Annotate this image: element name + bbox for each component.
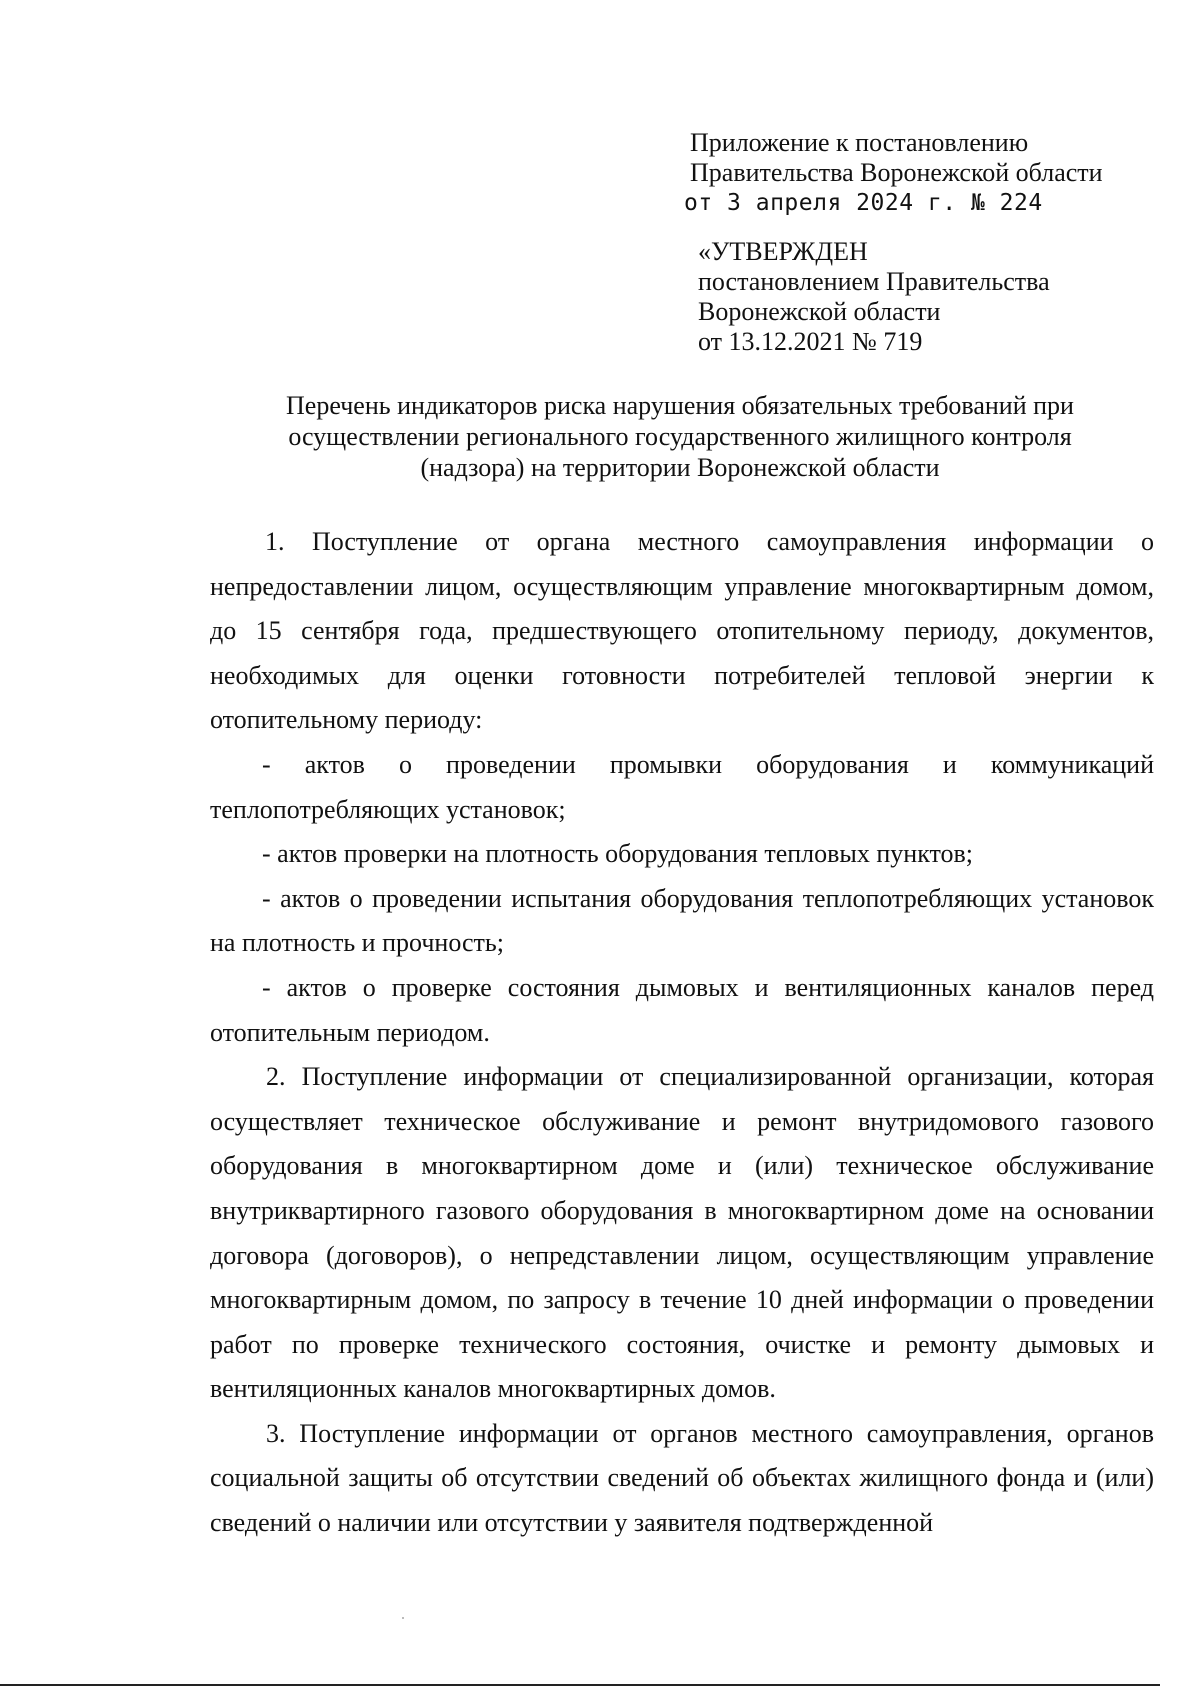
appendix-line-1: Приложение к постановлению: [690, 128, 1029, 157]
paragraph-subitem-2: - актов проверки на плотность оборудования тепловых пунктов;: [262, 839, 974, 869]
title-line-2: осуществлении регионального государственного жилищного контроля: [288, 422, 1072, 451]
approved-line-2: постановлением Правительства: [698, 267, 1050, 296]
page-bottom-rule: [0, 1684, 1160, 1686]
paragraph-item-3: 3. Поступление информации от органов местного самоуправления, органов социальной защиты об отсутствии сведений об объектах жилищного фонда и (или) сведений о наличии или отсутствии у заявителя подтвержденной: [210, 1418, 1154, 1538]
appendix-block: [684, 128, 1103, 218]
approved-line-4: от 13.12.2021 № 719: [698, 327, 923, 356]
scan-speck: [402, 1617, 404, 1619]
appendix-line-2: Правительства Воронежской области: [690, 158, 1103, 187]
paragraph-subitem-3: - актов о проведении испытания оборудования теплопотребляющих установок на плотность и прочность;: [210, 883, 1154, 958]
approved-line-1: «УТВЕРЖДЕН: [698, 237, 868, 266]
title-line-3: (надзора) на территории Воронежской области: [420, 453, 940, 482]
approval-stamp-block: [698, 237, 1050, 357]
document-body: [210, 520, 1154, 1546]
title-line-1: Перечень индикаторов риска нарушения обязательных требований при: [286, 391, 1074, 420]
appendix-date-line: от 3 апреля 2024 г. № 224: [684, 190, 1043, 216]
paragraph-item-2: 2. Поступление информации от специализированной организации, которая осуществляет техническое обслуживание и ремонт внутридомового газового оборудования в многоквартирном доме и (или) техническое обслуживание внутриквартирного газового оборудования в многоквартирном доме на основании договора (договоров), о непредставлении лицом, осуществляющим управление многоквартирным домом, по запросу в течение 10 дней информации о проведении работ по проверке технического состояния, очистке и ремонту дымовых и вентиляционных каналов многоквартирных домов.: [210, 1062, 1154, 1404]
paragraph-item-1: 1. Поступление от органа местного самоуправления информации о непредоставлении лицом, осуществляющим управление многоквартирным домом, до 15 сентября года, предшествующего отопительному периоду, документов, необходимых для оценки готовности потребителей тепловой энергии к отопительному периоду:: [210, 527, 1154, 735]
paragraph-subitem-1: - актов о проведении промывки оборудования и коммуникаций теплопотребляющих установок;: [210, 749, 1154, 824]
paragraph-subitem-4: - актов о проверке состояния дымовых и вентиляционных каналов перед отопительным периодом.: [210, 972, 1154, 1047]
document-title: [210, 390, 1150, 483]
approved-line-3: Воронежской области: [698, 297, 941, 326]
